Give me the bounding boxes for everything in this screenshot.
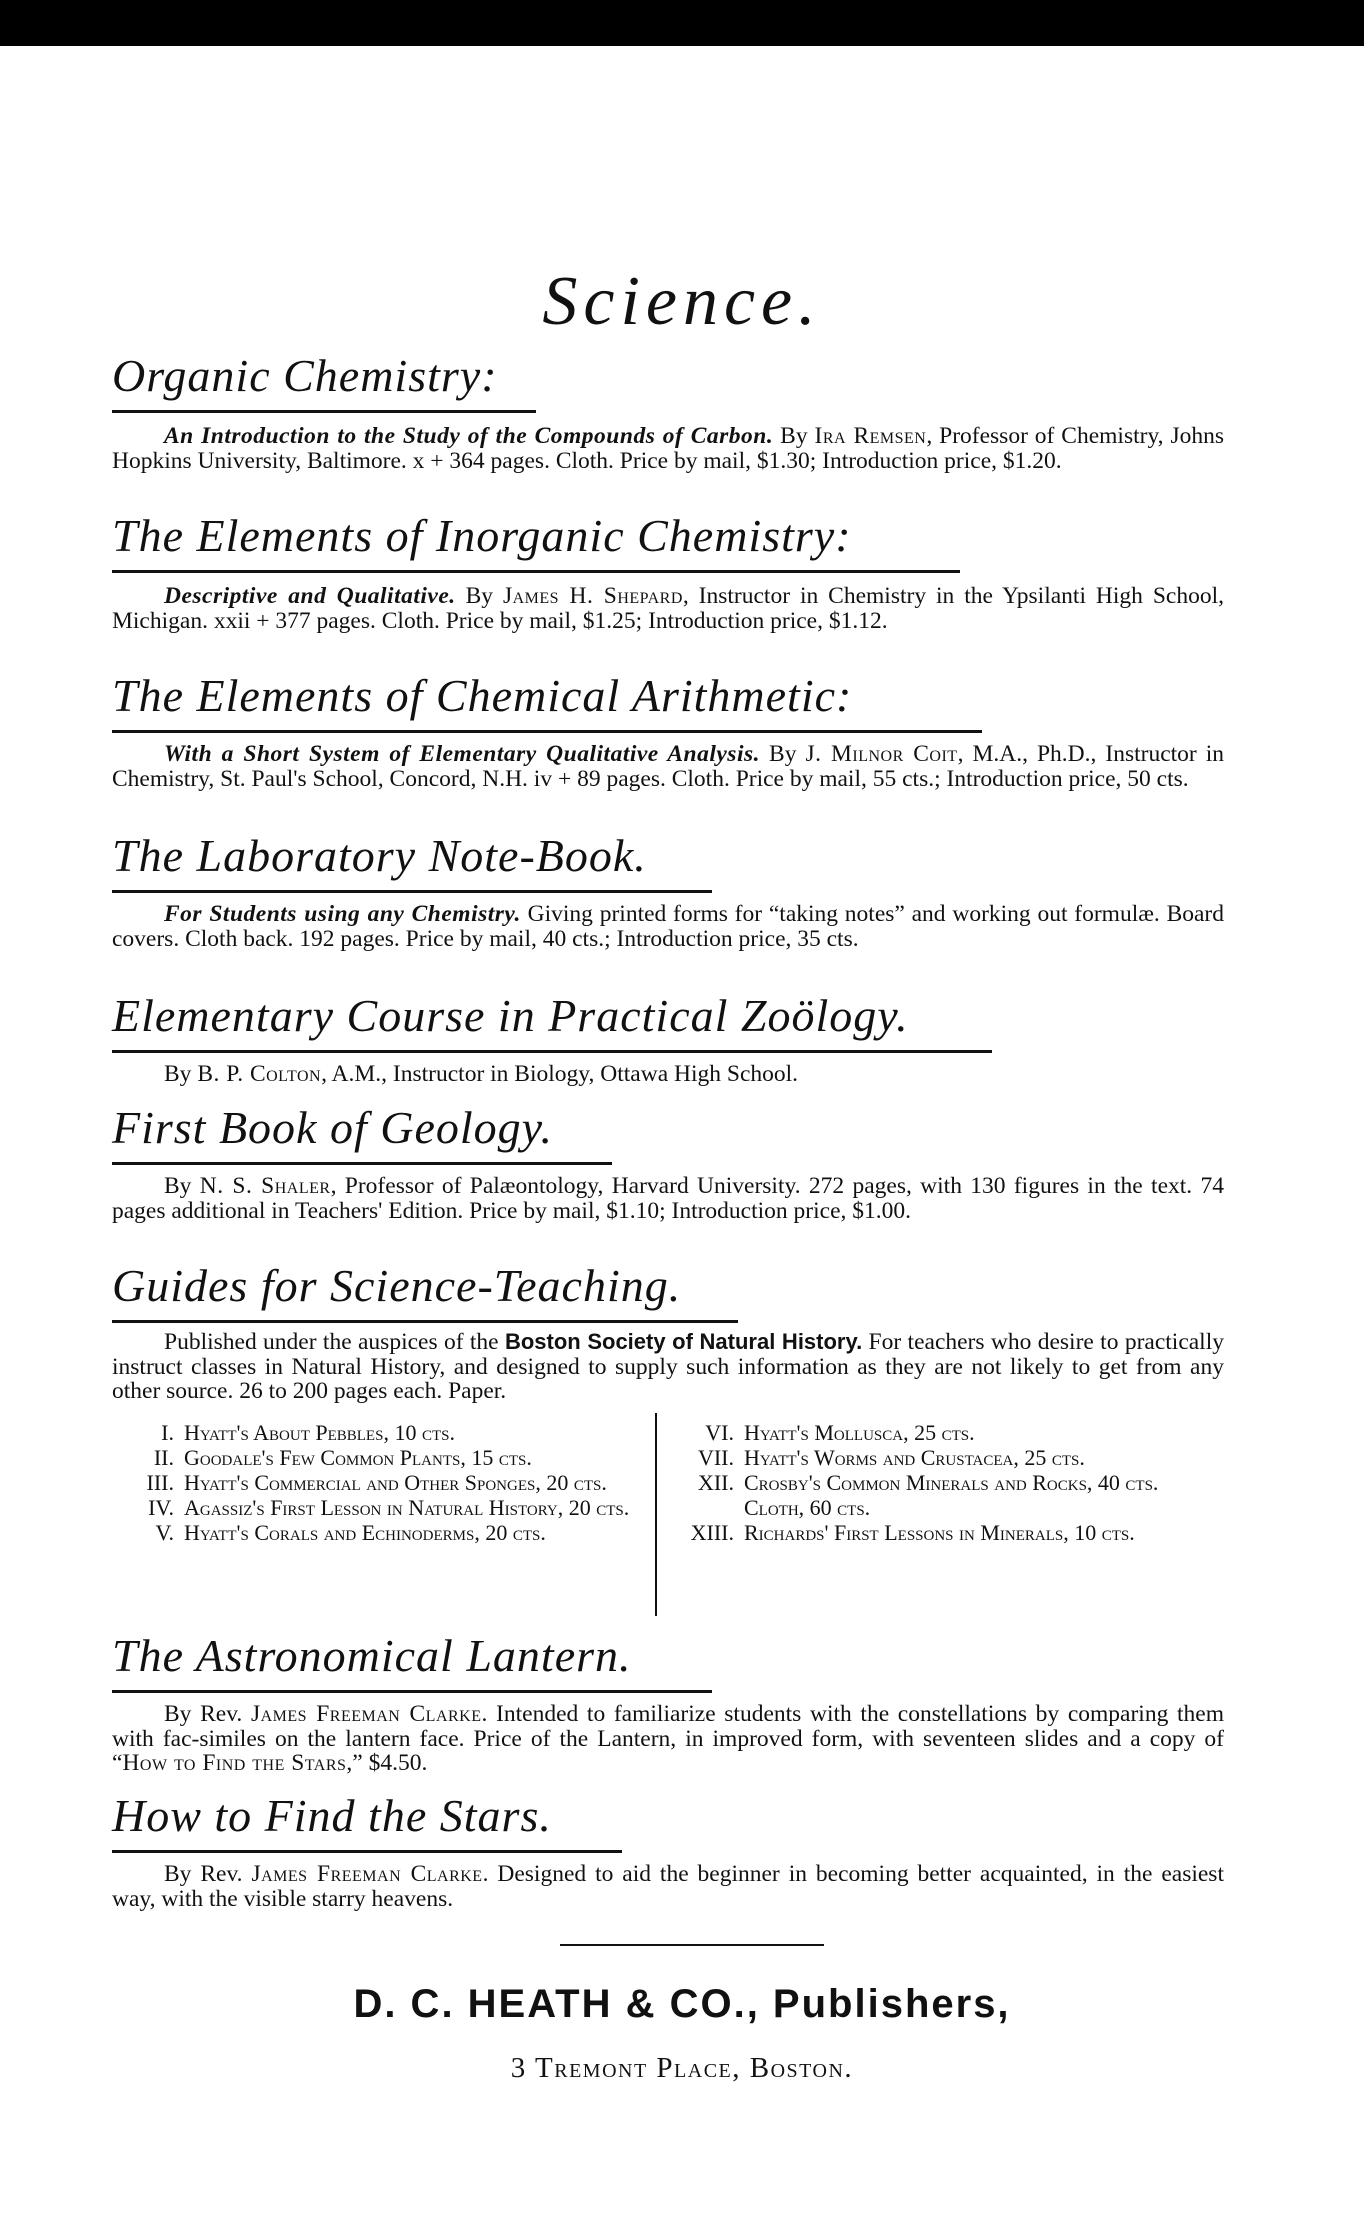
heading-laboratory-note-book: The Laboratory Note-Book. (112, 830, 647, 881)
item-number: V. (155, 1520, 174, 1545)
heading-practical-zoology: Elementary Course in Practical Zoölogy. (112, 990, 909, 1041)
item-number: I. (161, 1420, 174, 1445)
item-text: Hyatt's About Pebbles, 10 cts. (184, 1420, 455, 1445)
entry-description: , Professor of Palæontology, Harvard University. 272 pages, with 130 figures in the text. 74 pages additional in Teachers' Edition. Price by mail, $1.10; Introduction price, $1.00. (112, 1173, 1224, 1224)
list-item (112, 1445, 652, 1470)
entry-description: For teachers who desire to practically instruct classes in Natural History, and designed to supply such information as they are not likely to get from any other source. 26 to 200 pages each. Paper. (112, 1329, 1224, 1404)
heading-underline (112, 1690, 712, 1693)
heading-how-to-find-the-stars: How to Find the Stars. (112, 1790, 552, 1841)
heading-chemical-arithmetic: The Elements of Chemical Arithmetic: (112, 670, 853, 721)
item-number: VI. (705, 1420, 734, 1445)
page-title: Science. (542, 263, 822, 340)
column-divider (655, 1413, 657, 1616)
entry-author: J. Milnor Coit (805, 741, 958, 767)
entry-intro: Published under the auspices of the (164, 1329, 505, 1355)
entry-subtitle: Descriptive and Qualitative. (164, 583, 456, 609)
entry-society: Boston Society of Natural History. (504, 1329, 863, 1354)
publisher-divider (560, 1944, 824, 1946)
list-item (672, 1420, 1224, 1445)
entry-author-prefix: By (164, 1173, 200, 1199)
item-number: II. (153, 1445, 174, 1470)
list-item (112, 1420, 652, 1445)
entry-how-to-find-the-stars (112, 1862, 1224, 1911)
heading-underline (112, 570, 960, 573)
entry-author-prefix: By (769, 741, 806, 767)
heading-guides-for-science-teaching: Guides for Science-Teaching. (112, 1260, 682, 1311)
item-text: Crosby's Common Minerals and Rocks, 40 cts. Cloth, 60 cts. (744, 1470, 1159, 1520)
heading-underline (112, 1850, 622, 1853)
entry-author-prefix: By Rev. (164, 1861, 252, 1887)
entry-description: . Intended to familiarize students with the constellations by comparing them with fac-similes on the lantern face. Price of the Lantern, in improved form, with seventeen slides and a copy of “ (112, 1701, 1224, 1776)
entry-price: ,” $4.50. (346, 1750, 428, 1776)
entry-description: , Professor of Chemistry, Johns Hopkins University, Baltimore. x + 364 pages. Cloth. Price by mail, $1.30; Introduction price, $1.20. (112, 423, 1224, 474)
entry-first-book-of-geology (112, 1174, 1224, 1223)
heading-underline (112, 730, 982, 733)
entry-organic-chemistry (112, 424, 1224, 473)
entry-author: B. P. Colton (197, 1061, 322, 1087)
entry-description: Giving printed forms for “taking notes” and working out formulæ. Board covers. Cloth back. 192 pages. Price by mail, 40 cts.; Introduction price, 35 cts. (112, 901, 1224, 952)
entry-description: , M.A., Ph.D., Instructor in Chemistry, St. Paul's School, Concord, N.H. iv + 89 pages. Cloth. Price by mail, 55 cts.; Introduction price, 50 cts. (112, 741, 1225, 792)
list-item (112, 1495, 652, 1520)
heading-underline (112, 1320, 738, 1323)
item-number: XIII. (690, 1520, 734, 1545)
heading-underline (112, 1050, 992, 1053)
entry-author-prefix: By Rev. (164, 1701, 251, 1727)
entry-author: Ira Remsen (814, 423, 927, 449)
heading-underline (112, 410, 536, 413)
heading-astronomical-lantern: The Astronomical Lantern. (112, 1630, 632, 1681)
heading-organic-chemistry: Organic Chemistry: (112, 350, 498, 401)
item-text: Hyatt's Commercial and Other Sponges, 20 cts. (184, 1470, 607, 1495)
entry-subtitle: An Introduction to the Study of the Compounds of Carbon. (164, 423, 774, 449)
heading-underline (112, 1162, 612, 1165)
item-text: Hyatt's Corals and Echinoderms, 20 cts. (184, 1520, 546, 1545)
entry-author: James H. Shepard (502, 583, 683, 609)
item-number: VII. (697, 1445, 734, 1470)
entry-description: , A.M., Instructor in Biology, Ottawa High School. (321, 1061, 799, 1087)
publisher-name: D. C. HEATH & CO., Publishers, (353, 1982, 1011, 2026)
entry-author-prefix: By (164, 1061, 198, 1087)
entry-author-prefix: By (780, 423, 815, 449)
entry-guides-for-science-teaching (112, 1330, 1224, 1404)
item-text: Goodale's Few Common Plants, 15 cts. (184, 1445, 532, 1470)
item-text: Richards' First Lessons in Minerals, 10 cts. (744, 1520, 1135, 1545)
heading-underline (112, 890, 712, 893)
entry-subtitle: For Students using any Chemistry. (164, 901, 521, 927)
entry-author-prefix: By (465, 583, 503, 609)
list-item (672, 1445, 1224, 1470)
heading-first-book-of-geology: First Book of Geology. (112, 1102, 554, 1153)
entry-subtitle: With a Short System of Elementary Qualitative Analysis. (164, 741, 761, 767)
item-text: Hyatt's Worms and Crustacea, 25 cts. (744, 1445, 1085, 1470)
heading-inorganic-chemistry: The Elements of Inorganic Chemistry: (112, 510, 852, 561)
entry-practical-zoology (112, 1062, 1224, 1087)
list-item (112, 1470, 652, 1495)
entry-author: N. S. Shaler (199, 1173, 331, 1199)
list-item (672, 1470, 1224, 1520)
entry-author: James Freeman Clarke (250, 1701, 482, 1727)
publisher-address: 3 Tremont Place, Boston. (510, 2052, 854, 2084)
entry-description: , Instructor in Chemistry in the Ypsilanti High School, Michigan. xxii + 377 pages. Cloth. Price by mail, $1.25; Introduction price, $1.12. (112, 583, 1224, 634)
entry-book-title: How to Find the Stars (122, 1750, 347, 1776)
entry-chemical-arithmetic (112, 742, 1224, 791)
entry-inorganic-chemistry (112, 584, 1224, 633)
item-number: XII. (697, 1470, 734, 1495)
item-number: III. (146, 1470, 174, 1495)
list-item (112, 1520, 652, 1545)
entry-description: . Designed to aid the beginner in becoming better acquainted, in the easiest way, with the visible starry heavens. (112, 1861, 1224, 1912)
item-number: IV. (148, 1495, 174, 1520)
list-item (672, 1520, 1224, 1545)
entry-laboratory-note-book (112, 902, 1224, 951)
guides-list-left (112, 1420, 652, 1545)
entry-astronomical-lantern (112, 1702, 1224, 1776)
guides-list-right (672, 1420, 1224, 1545)
item-text: Hyatt's Mollusca, 25 cts. (744, 1420, 975, 1445)
item-text: Agassiz's First Lesson in Natural History, 20 cts. (184, 1495, 630, 1520)
entry-author: James Freeman Clarke (251, 1861, 483, 1887)
